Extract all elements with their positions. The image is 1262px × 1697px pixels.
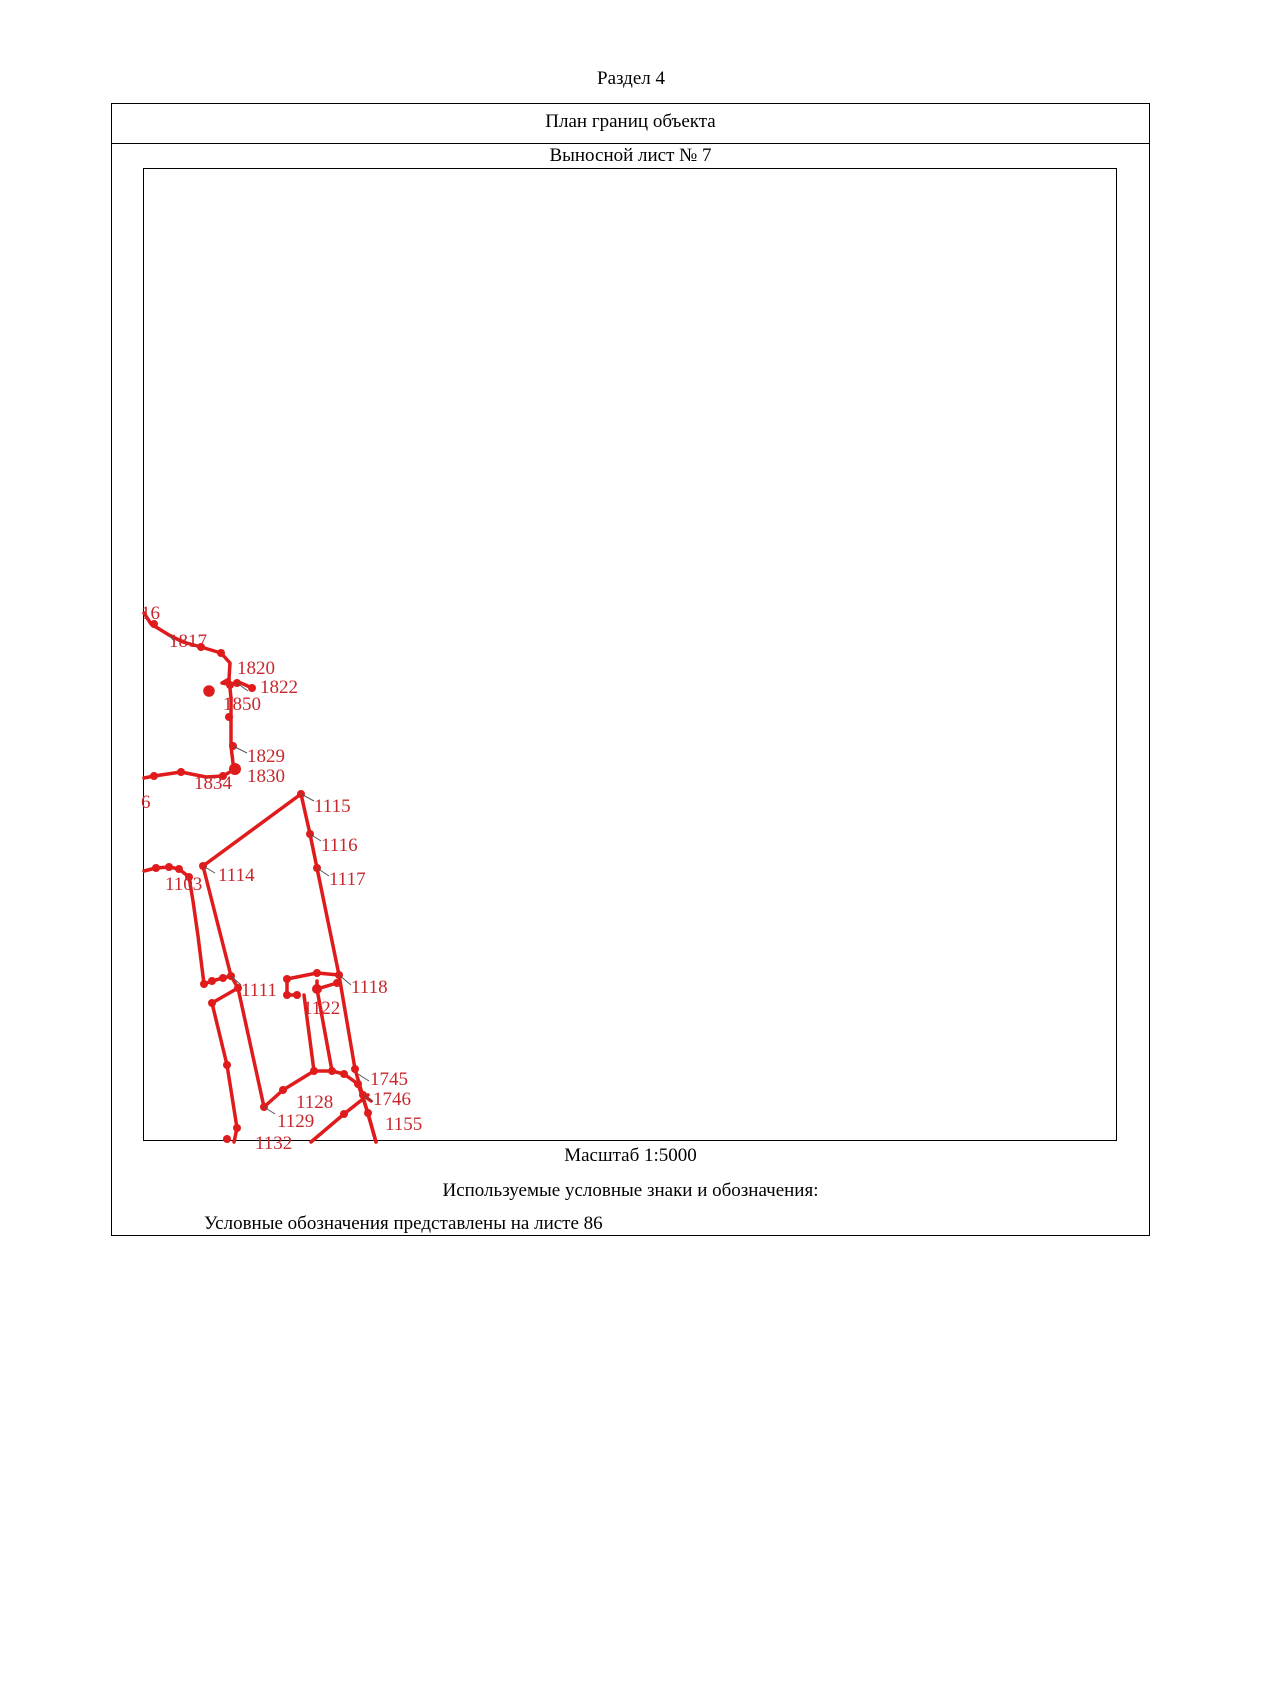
legend-note: Условные обозначения представлены на листе 86 xyxy=(204,1213,603,1234)
boundary-map xyxy=(141,169,1118,1154)
point-label: 1822 xyxy=(260,677,298,698)
point-label: 1746 xyxy=(373,1089,411,1110)
point-label: 1122 xyxy=(303,998,341,1019)
legend-heading: Используемые условные знаки и обозначения: xyxy=(442,1180,819,1201)
point-label: 1111 xyxy=(241,980,277,1001)
point-label: 1116 xyxy=(321,835,358,856)
sheet-title: Выносной лист № 7 xyxy=(549,145,712,166)
point-labels xyxy=(141,603,422,1154)
point-label: 1118 xyxy=(351,977,388,998)
point-label: 1745 xyxy=(370,1069,408,1090)
point-label: 1820 xyxy=(237,658,275,679)
point-label: 1155 xyxy=(385,1114,423,1135)
point-label: 1128 xyxy=(296,1092,334,1113)
point-label: 1850 xyxy=(223,694,261,715)
point-label: 1115 xyxy=(314,796,351,817)
point-label: 16 xyxy=(141,603,160,624)
point-label: 1132 xyxy=(255,1133,293,1154)
point-label: 1117 xyxy=(329,869,366,890)
plan-title: План границ объекта xyxy=(545,111,716,132)
section-title: Раздел 4 xyxy=(597,68,665,89)
point-label: 1834 xyxy=(194,773,232,794)
point-label: 1817 xyxy=(169,631,207,652)
point-label: 1829 xyxy=(247,746,285,767)
map-frame xyxy=(141,168,1117,1154)
point-label: 1129 xyxy=(277,1111,315,1132)
point-label: 6 xyxy=(141,792,151,813)
point-label: 1103 xyxy=(165,874,203,895)
scale-label: Масштаб 1:5000 xyxy=(564,1145,697,1166)
point-label: 1114 xyxy=(218,865,255,886)
header-divider xyxy=(111,143,1150,144)
point-label: 1830 xyxy=(247,766,285,787)
